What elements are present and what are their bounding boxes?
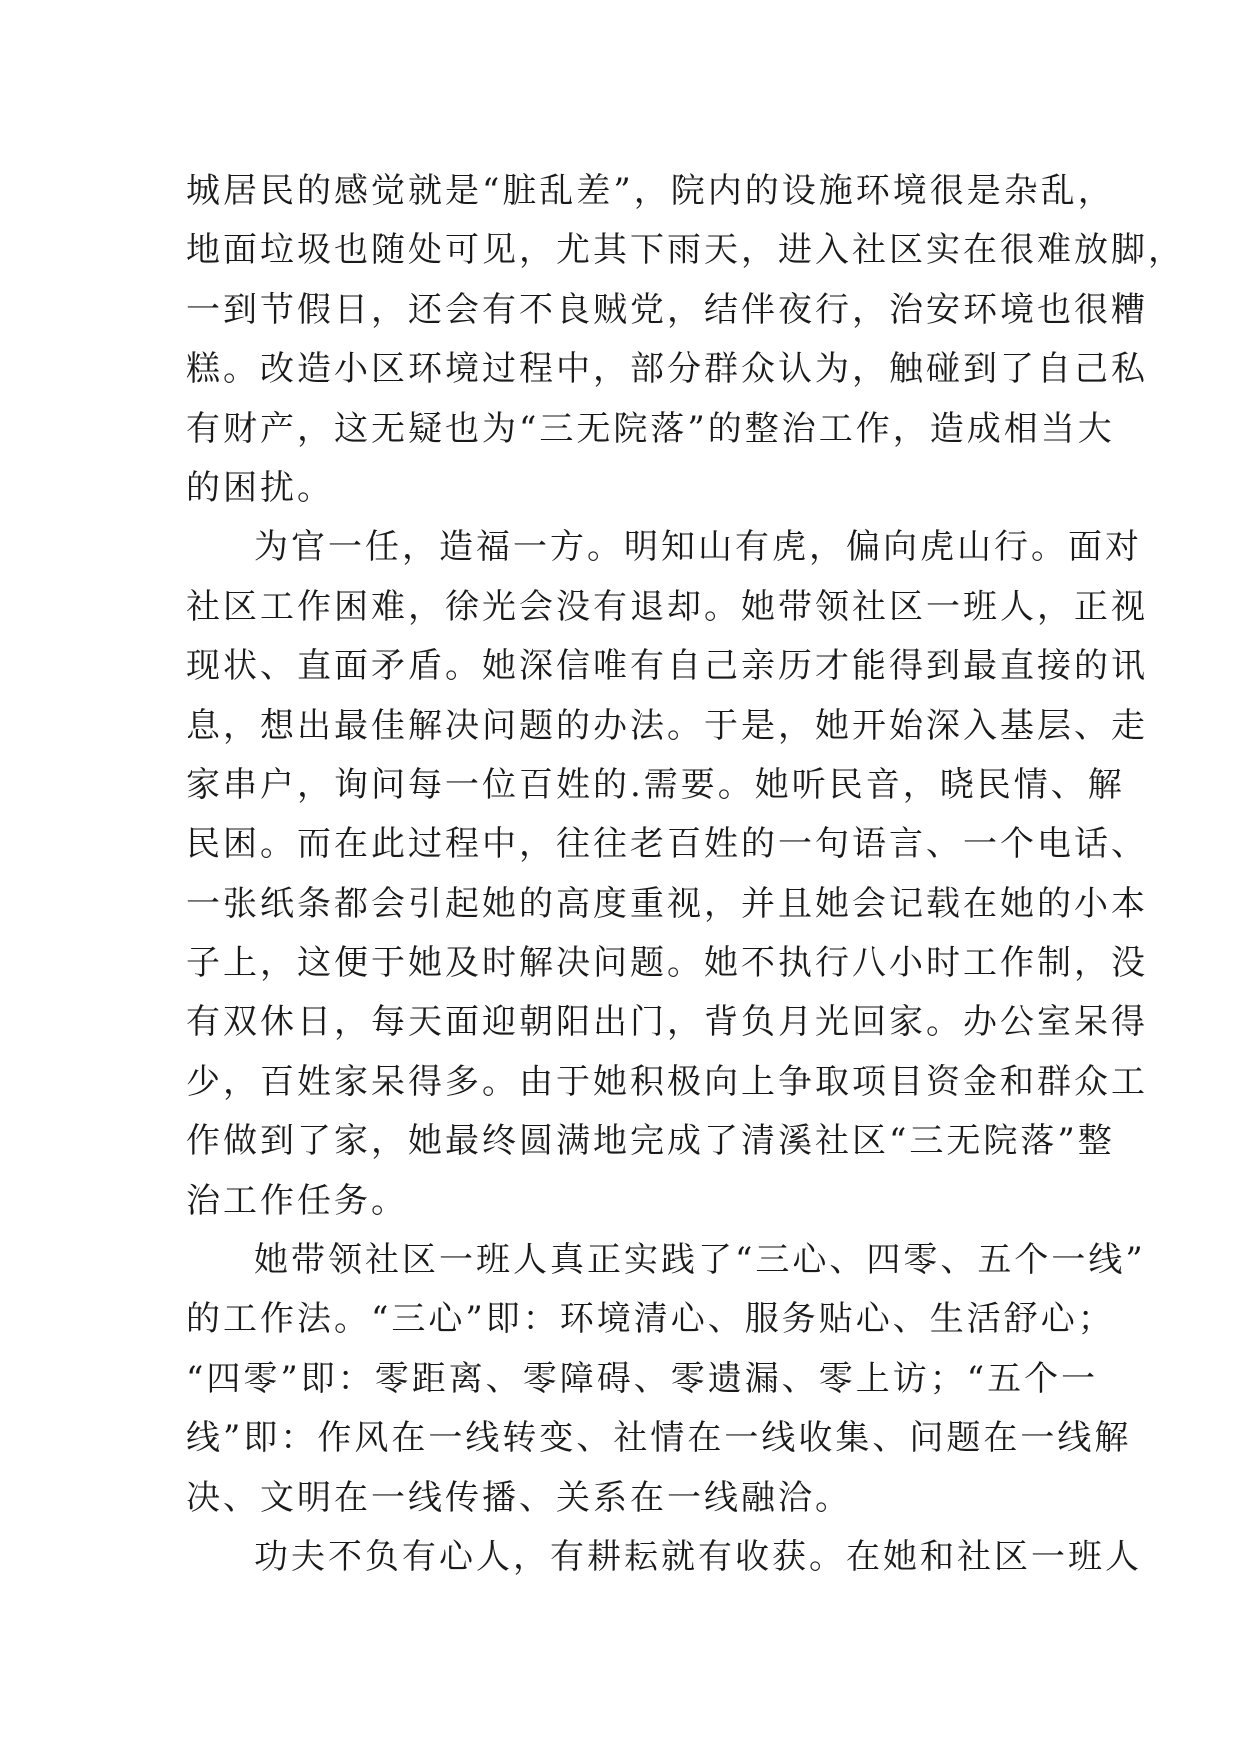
text-line: 少，百姓家呆得多。由于她积极向上争取项目资金和群众工 — [186, 1061, 1148, 1102]
text-line: 有财产，这无疑也为“三无院落”的整治工作，造成相当大 — [186, 408, 1115, 449]
text-line: 一张纸条都会引起她的高度重视，并且她会记载在她的小本 — [186, 883, 1148, 924]
text-line: 作做到了家，她最终圆满地完成了清溪社区“三无院落”整 — [186, 1121, 1115, 1162]
text-line: 息，想出最佳解决问题的办法。于是，她开始深入基层、走 — [186, 705, 1148, 746]
text-line: 社区工作困难，徐光会没有退却。她带领社区一班人，正视 — [186, 586, 1148, 627]
text-line: 线”即：作风在一线转变、社情在一线收集、问题在一线解 — [186, 1418, 1132, 1459]
paragraph-2 — [186, 518, 1148, 1231]
text-line: 城居民的感觉就是“脏乱差”，院内的设施环境很是杂乱， — [186, 171, 1115, 211]
text-line: 功夫不负有心人，有耕耘就有收获。在她和社区一班人 — [254, 1536, 1142, 1577]
text-line: 为官一任，造福一方。明知山有虎，偏向虎山行。面对 — [254, 527, 1142, 568]
text-line: 地面垃圾也随处可见，尤其下雨天，进入社区实在很难放脚， — [186, 230, 1185, 271]
text-line: 的工作法。“三心”即：环境清心、服务贴心、生活舒心； — [186, 1299, 1115, 1340]
text-line: 决、文明在一线传播、关系在一线融洽。 — [186, 1477, 852, 1518]
text-line: 有双休日，每天面迎朝阳出门，背负月光回家。办公室呆得 — [186, 1002, 1148, 1043]
text-line: 一到节假日，还会有不良贼党，结伴夜行，治安环境也很糟 — [186, 289, 1148, 330]
text-line: 现状、直面矛盾。她深信唯有自己亲历才能得到最直接的讯 — [186, 646, 1148, 687]
paragraph-4 — [186, 1528, 1142, 1587]
text-line: 糕。改造小区环境过程中，部分群众认为，触碰到了自己私 — [186, 349, 1148, 390]
text-line: 她带领社区一班人真正实践了“三心、四零、五个一线” — [254, 1240, 1146, 1281]
paragraph-3 — [186, 1231, 1146, 1528]
text-line: 家串户，询问每一位百姓的.需要。她听民音，晓民情、解 — [186, 764, 1125, 805]
paragraph-1 — [186, 162, 1185, 518]
text-line: 民困。而在此过程中，往往老百姓的一句语言、一个电话、 — [186, 824, 1148, 865]
text-line: 的困扰。 — [186, 467, 334, 508]
text-line: “四零”即：零距离、零障碍、零遗漏、零上访；“五个一 — [186, 1358, 1099, 1399]
document-body — [186, 162, 1185, 1587]
text-line: 治工作任务。 — [186, 1180, 408, 1221]
text-line: 子上，这便于她及时解决问题。她不执行八小时工作制，没 — [186, 943, 1148, 984]
